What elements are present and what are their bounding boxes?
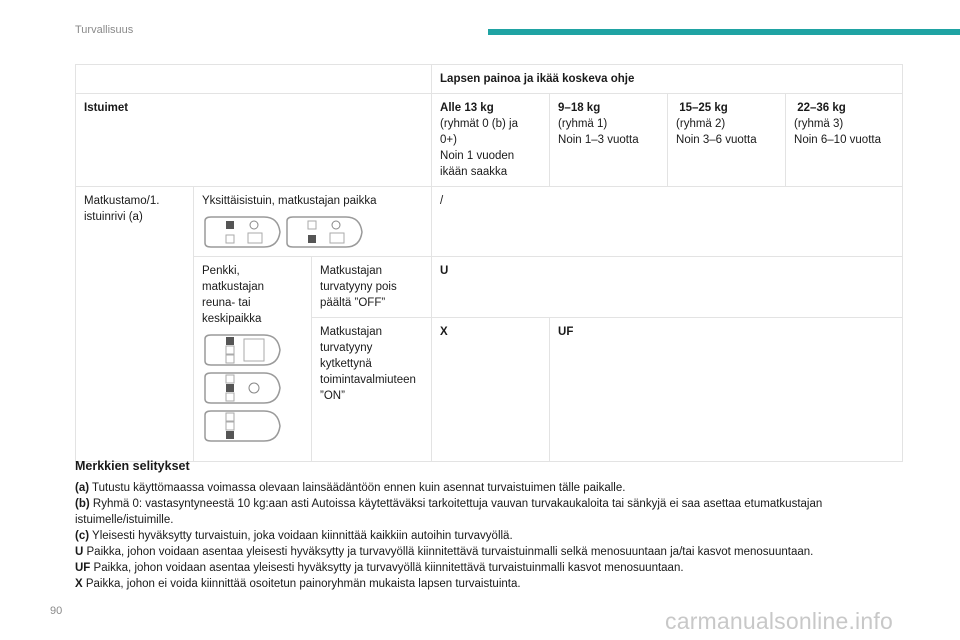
legend-title: Merkkien selitykset bbox=[75, 459, 190, 473]
single-seat-row bbox=[76, 187, 903, 257]
airbag-off-value: U bbox=[432, 257, 903, 318]
single-seat-label: Yksittäisistuin, matkustajan paikka bbox=[202, 195, 377, 207]
group-line: (ryhmät 0 (b) ja bbox=[440, 118, 518, 130]
group-line: 0+) bbox=[440, 134, 457, 146]
bench-label-line: matkustajan bbox=[202, 281, 265, 293]
single-seat-diagrams bbox=[202, 215, 423, 249]
bench-label-line: keskipaikka bbox=[202, 313, 262, 325]
legend-text: Paikka, johon voidaan asentaa yleisesti hyväksytty ja turvavyöllä kiinnitettävä turvaistuinmalli selkä menosuuntaan ja/tai kasvot menosuuntaan. bbox=[83, 546, 814, 558]
airbag-on-value-group0: X bbox=[432, 318, 550, 462]
car-seat-diagram-icon bbox=[202, 371, 282, 405]
legend-key: U bbox=[75, 546, 84, 558]
group-line: (ryhmä 1) bbox=[558, 118, 608, 130]
single-seat-cell bbox=[194, 187, 432, 257]
table-head-title: Lapsen painoa ja ikää koskeva ohje bbox=[432, 65, 903, 94]
airbag-on-line: toimintavalmiuteen bbox=[320, 374, 416, 386]
airbag-off-line: Matkustajan bbox=[320, 265, 383, 277]
legend-key: (a) bbox=[75, 482, 90, 494]
bench-label-line: reuna- tai bbox=[202, 297, 251, 309]
airbag-on-line: turvatyyny bbox=[320, 342, 373, 354]
group-cell bbox=[432, 94, 550, 187]
bench-label-line: Penkki, bbox=[202, 265, 240, 277]
bench-diagrams bbox=[202, 333, 303, 443]
group-line: Noin 1 vuoden bbox=[440, 150, 515, 162]
airbag-on-value-group1-3: UF bbox=[550, 318, 903, 462]
group-weight: 22–36 kg bbox=[794, 102, 846, 114]
legend-key: (b) bbox=[75, 498, 90, 510]
airbag-off-label bbox=[312, 257, 432, 318]
airbag-on-line: Matkustajan bbox=[320, 326, 383, 338]
airbag-on-label bbox=[312, 318, 432, 462]
accent-bar bbox=[488, 29, 960, 35]
single-seat-value: / bbox=[432, 187, 903, 257]
legend-text: Paikka, johon ei voida kiinnittää osoitetun painoryhmän mukaista lapsen turvaistuinta. bbox=[82, 578, 521, 590]
child-seat-table bbox=[75, 64, 903, 462]
section-title: Turvallisuus bbox=[75, 24, 134, 36]
legend-item bbox=[75, 560, 905, 576]
car-seat-diagram-icon bbox=[202, 215, 282, 249]
legend-text: Ryhmä 0: vastasyntyneestä 10 kg:aan asti Autoissa käytettäväksi tarkoitettuja vauvan turvakaukaloita tai sänkyjä ei saa asettaa etumatkustajan istuimelle/istuimille. bbox=[75, 498, 823, 526]
bench-cell bbox=[194, 257, 312, 462]
row-label-line: istuinrivi (a) bbox=[84, 211, 143, 223]
row-label-line: Matkustamo/1. bbox=[84, 195, 160, 207]
legend bbox=[75, 458, 905, 592]
group-weight: Alle 13 kg bbox=[440, 102, 494, 114]
legend-item bbox=[75, 544, 905, 560]
group-cell bbox=[668, 94, 786, 187]
group-cell bbox=[786, 94, 903, 187]
legend-item bbox=[75, 480, 905, 496]
page-number: 90 bbox=[50, 605, 63, 617]
legend-text: Yleisesti hyväksytty turvaistuin, joka voidaan kiinnittää kaikkiin autoihin turvavyöllä. bbox=[89, 530, 513, 542]
group-line: Noin 3–6 vuotta bbox=[676, 134, 757, 146]
group-line: ikään saakka bbox=[440, 166, 508, 178]
group-line: (ryhmä 2) bbox=[676, 118, 726, 130]
group-weight: 9–18 kg bbox=[558, 102, 601, 114]
legend-key: UF bbox=[75, 562, 91, 574]
airbag-off-row bbox=[76, 257, 903, 318]
table-head-row bbox=[76, 65, 903, 94]
legend-item bbox=[75, 576, 905, 592]
row-label-cell bbox=[76, 187, 194, 462]
legend-key: (c) bbox=[75, 530, 90, 542]
legend-text: Paikka, johon voidaan asentaa yleisesti hyväksytty ja turvavyöllä kiinnitettävä turvaistuinmalli kasvot menosuuntaan. bbox=[90, 562, 684, 574]
table-groups-row bbox=[76, 94, 903, 187]
car-seat-diagram-icon bbox=[284, 215, 364, 249]
legend-item bbox=[75, 528, 905, 544]
car-seat-diagram-icon bbox=[202, 409, 282, 443]
group-line: (ryhmä 3) bbox=[794, 118, 844, 130]
watermark: carmanualsonline.info bbox=[665, 608, 893, 634]
legend-key: X bbox=[75, 578, 83, 590]
group-cell bbox=[550, 94, 668, 187]
seats-label: Istuimet bbox=[76, 94, 432, 187]
airbag-off-line: turvatyyny pois bbox=[320, 281, 397, 293]
airbag-off-line: päältä ”OFF” bbox=[320, 297, 386, 309]
group-line: Noin 6–10 vuotta bbox=[794, 134, 881, 146]
airbag-on-line: ”ON” bbox=[320, 390, 345, 402]
airbag-on-line: kytkettynä bbox=[320, 358, 372, 370]
car-seat-diagram-icon bbox=[202, 333, 282, 367]
group-line: Noin 1–3 vuotta bbox=[558, 134, 639, 146]
legend-item bbox=[75, 496, 905, 528]
legend-text: Tutustu käyttömaassa voimassa olevaan lainsäädäntöön ennen kuin asennat turvaistuimen tälle paikalle. bbox=[89, 482, 626, 494]
group-weight: 15–25 kg bbox=[676, 102, 728, 114]
